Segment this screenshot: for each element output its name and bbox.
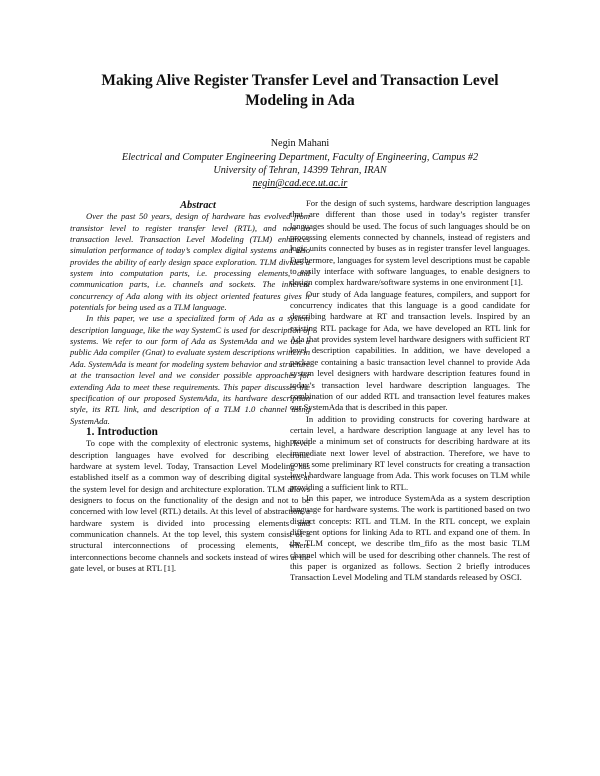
right-paragraph-3: In addition to providing constructs for covering hardware at certain level, a hardware description language at any level has to provide a minimum set of constructs for describing hardware at its immediate next lower level of abstraction. Therefore, we have to cover some preliminary RT level constructs for creating a transaction level hardware language from Ada. This work focuses on TLM while providing a sufficient link to RTL. bbox=[290, 413, 530, 492]
right-column bbox=[290, 198, 530, 584]
left-column bbox=[70, 200, 310, 574]
abstract-paragraph-2: In this paper, we use a specialized form of Ada as a system description language, like the way SystemC is used for description of systems. We refer to our form of Ada as SystemAda and we use a public Ada compiler (Gnat) to evaluate system descriptions written in Ada. SystemAda is meant for modeling system behavior and structure at the transaction level and we consider possible approaches for extending Ada to meet these requirements. This paper discusses the specification of our proposed SystemAda, its hardware description style, its RTL link, and description of a TLM 1.0 channel using SystemAda. bbox=[70, 313, 310, 426]
author-affiliation: Electrical and Computer Engineering Department, Faculty of Engineering, Campus #2 bbox=[121, 152, 479, 163]
right-paragraph-4: In this paper, we introduce SystemAda as a system description language for hardware systems. The work is partitioned based on two distinct concepts: RTL and TLM. In the RTL concept, we explain different options for linking Ada to RTL and expand one of them. In the TLM concept, we describe tlm_fifo as the most basic TLM channel which will be used for describing other channels. The rest of this paper is organized as follows. Section 2 briefly introduces Transaction Level Modeling and TLM standards released by OSCI. bbox=[290, 492, 530, 583]
paper-title: Making Alive Register Transfer Level and Transaction Level Modeling in Ada bbox=[101, 72, 499, 109]
introduction-section bbox=[70, 427, 310, 574]
abstract-section bbox=[70, 200, 310, 427]
abstract-heading: Abstract bbox=[180, 200, 216, 211]
abstract-paragraph-1: Over the past 50 years, design of hardware has evolved from transistor level to register transfer level (RTL), and now to transaction level. Transaction Level Modeling (TLM) enhances simulation performance of today’s complex digital systems and also provides the ability of early design space exploration. TLM divides a system into computation parts, i.e. processing elements, and communication parts, i.e. channels and sockets. The inherent concurrency of Ada along with its object oriented features gives it potentials for being used as a TLM language. bbox=[70, 211, 310, 313]
author-email[interactable]: negin@cad.ece.ut.ac.ir bbox=[252, 178, 348, 189]
right-paragraph-1: For the design of such systems, hardware description languages that are different than those used in today’s register transfer languages should be used. The focus of such languages should be on processing elements connected by channels, instead of registers and logic units connected by buses as in register transfer level languages. Furthermore, languages for system level descriptions must be capable to easily interface with software languages, to enable designers to design complex hardware/software systems in one environment [1]. bbox=[290, 198, 530, 288]
introduction-heading: 1. Introduction bbox=[86, 425, 158, 438]
introduction-paragraph-1: To cope with the complexity of electronic systems, high level description languages have evolved for describing electronic hardware at system level. Today, Transaction Level Modeling has established itself as a common way of describing digital systems at the system level for design and architecture exploration. TLM allows designers to focus on the functionality of the design and not to be concerned with low level (RTL) details. At this level of abstraction, a hardware system is divided into processing elements and communication channels. At the top level, this system consist of a structural interconnections of processing elements, where interconnections become channels and sockets instead of wires at the gate level, or buses at RTL [1]. bbox=[70, 438, 310, 573]
right-paragraph-2: Our study of Ada language features, compilers, and support for concurrency indicates that this language is a good candidate for describing hardware at RT and transaction levels. Inspired by an existing RTL package for Ada, we have developed an RTL link for Ada that provides system level hardware designers with sufficient RT level description capabilities. In addition, we have developed a package containing a basic transaction level channel to provide Ada system level designers with hardware description features found in today’s transaction level hardware description languages. The combination of our added RTL and transaction level features makes our SystemAda that is described in this paper. bbox=[290, 288, 530, 413]
author-address: University of Tehran, 14399 Tehran, IRAN bbox=[213, 165, 387, 176]
author-name: Negin Mahani bbox=[270, 138, 330, 149]
